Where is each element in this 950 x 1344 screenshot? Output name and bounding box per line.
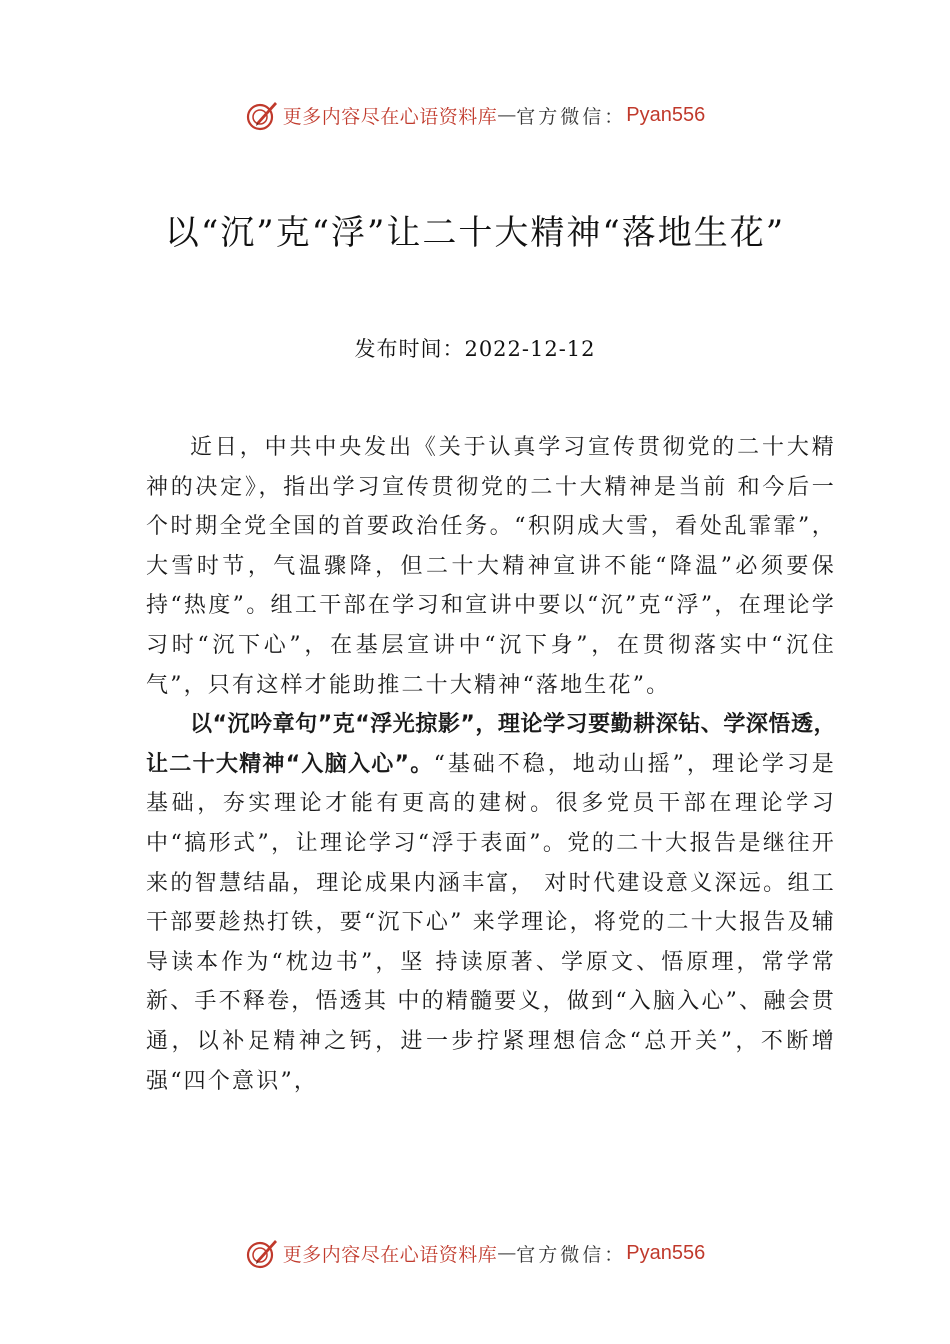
article-body bbox=[146, 428, 836, 1101]
article-title: 以“沉”克“浮”让二十大精神“落地生花” bbox=[164, 213, 786, 253]
pen-seal-logo-icon bbox=[245, 98, 279, 132]
banner-wechat-label: 官方微信： bbox=[516, 105, 627, 128]
banner-dash: — bbox=[497, 104, 517, 126]
publish-time: 发布时间：2022-12-12 bbox=[354, 337, 596, 361]
header-watermark-banner bbox=[0, 93, 950, 137]
footer-watermark-banner bbox=[0, 1231, 950, 1275]
pen-seal-logo-icon bbox=[245, 1236, 279, 1270]
banner-wechat-id: Pyan556 bbox=[626, 103, 706, 126]
banner-wechat-label: 官方微信： bbox=[516, 1243, 627, 1266]
banner-library-text: 更多内容尽在心语资料库 bbox=[282, 1243, 498, 1266]
paragraph-theory-text: “基础不稳，地动山摇”，理论学习是基础，夯实理论才能有更高的建树。很多党员干部在理论学习中“搞形式”，让理论学习“浮于表面”。党的二十大报告是继往开来的智慧结晶，理论成果内涵丰富， 对时代建设意义深远。组工干部要趁热打铁，要“沉下心” 来学理论，将党的二十大报告及辅导读本作为“枕边书”，坚 持读原著、学原文、悟原理，常学常新、手不释卷，悟透其 中的精髓要义，做到“入脑入心”、融会贯通，以补足精神之钙，进一步拧紧理想信念“总开关”，不断增强“四个意识”， bbox=[146, 751, 836, 1094]
banner-dash: — bbox=[497, 1242, 517, 1264]
banner-wechat-id: Pyan556 bbox=[626, 1241, 706, 1264]
paragraph-theory-study bbox=[146, 705, 836, 1101]
paragraph-lead-heading: 以“沉吟章句”克“浮光掠影”，理论学习要勤耕深钻、学深悟透，让二十大精神“入脑入心”。 bbox=[146, 712, 836, 777]
paragraph-intro: 近日，中共中央发出《关于认真学习宣传贯彻党的二十大精神的决定》，指出学习宣传贯彻党的二十大精神是当前 和今后一个时期全党全国的首要政治任务。“积阴成大雪，看处乱霏霏”，大雪时节，气温骤降，但二十大精神宣讲不能“降温”必须要保持“热度”。组工干部在学习和宣讲中要以“沉”克“浮”，在理论学习时“沉下心”，在基层宣讲中“沉下身”，在贯彻落实中“沉住气”，只有这样才能助推二十大精神“落地生花”。 bbox=[146, 435, 836, 698]
banner-library-text: 更多内容尽在心语资料库 bbox=[282, 105, 498, 128]
